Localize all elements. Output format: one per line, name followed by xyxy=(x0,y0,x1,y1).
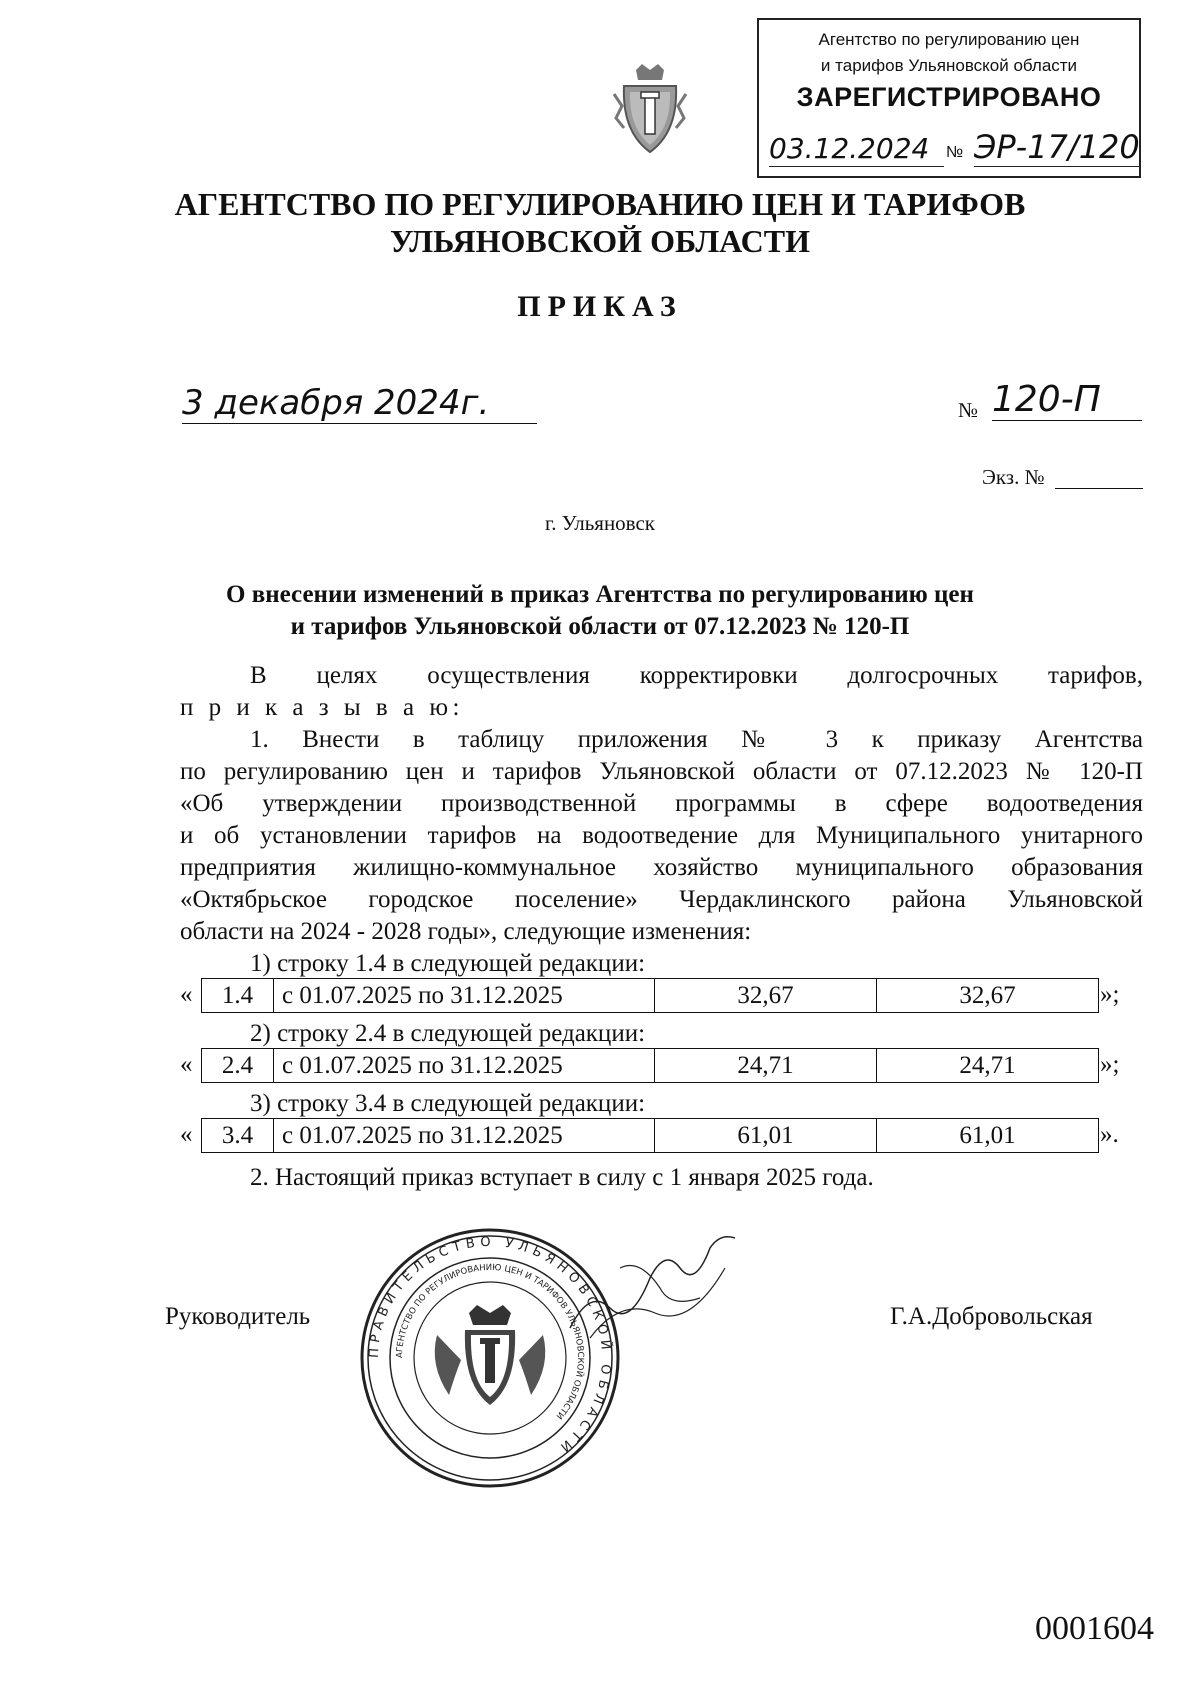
period-cell: с 01.07.2025 по 31.12.2025 xyxy=(274,1049,655,1083)
row-number-cell: 2.4 xyxy=(202,1049,274,1083)
row-1-close-quote: »; xyxy=(1100,981,1120,1008)
order-number-handwritten: 120-П xyxy=(992,380,1142,421)
document-type-title: ПРИКАЗ xyxy=(517,290,683,323)
signatory-name: Г.А.Добровольская xyxy=(890,1303,1093,1330)
period-cell: с 01.07.2025 по 31.12.2025 xyxy=(274,979,655,1013)
svg-text:АГЕНТСТВО ПО РЕГУЛИРОВАНИЮ ЦЕН: АГЕНТСТВО ПО РЕГУЛИРОВАНИЮ ЦЕН И ТАРИФОВ УЛЬЯНОВСКОЙ ОБЛАСТИ xyxy=(394,1262,586,1421)
tariff-value-cell: 61,01 xyxy=(655,1119,877,1153)
table-row xyxy=(202,1049,1099,1083)
stamp-agency-line1: Агентство по регулированию цен xyxy=(818,30,1080,49)
row-3-open-quote: « xyxy=(180,1121,193,1148)
intro-directive: п р и к а з ы в а ю: xyxy=(180,694,464,721)
paragraph-1-line3: «Об утверждении производственной программы в сфере водоотведения xyxy=(180,790,1143,817)
subject-line1: О внесении изменений в приказ Агентства по регулированию цен xyxy=(226,581,974,608)
tariff-value-cell: 61,01 xyxy=(877,1119,1099,1153)
coat-of-arms-emblem xyxy=(612,62,688,157)
table-row xyxy=(202,1119,1099,1153)
tariff-value-cell: 24,71 xyxy=(655,1049,877,1083)
signatory-role: Руководитель xyxy=(165,1303,311,1330)
tariff-row-table-3 xyxy=(201,1118,1099,1153)
registration-stamp xyxy=(757,18,1141,178)
stamp-agency-line2: и тарифов Ульяновской области xyxy=(820,56,1078,75)
tariff-row-table-2 xyxy=(201,1048,1099,1083)
intro-line1: В целях осуществления корректировки долгосрочных тарифов, xyxy=(250,662,1143,689)
table-row xyxy=(202,979,1099,1013)
city-line: г. Ульяновск xyxy=(544,511,655,535)
stamp-status: ЗАРЕГИСТРИРОВАНО xyxy=(796,82,1102,112)
document-serial-number: 0001604 xyxy=(1035,1610,1154,1647)
order-number-label: № xyxy=(958,398,979,422)
subject-line2: и тарифов Ульяновской области от 07.12.2023 № 120-П xyxy=(290,613,910,640)
paragraph-1-line6: «Октябрьское городское поселение» Чердаклинского района Ульяновской xyxy=(180,886,1143,913)
tariff-row-table-1 xyxy=(201,978,1099,1013)
paragraph-1-line4: и об установлении тарифов на водоотведение для Муниципального унитарного xyxy=(180,822,1143,849)
row-1-open-quote: « xyxy=(180,981,193,1008)
paragraph-1-line2: по регулированию цен и тарифов Ульяновской области от 07.12.2023 № 120-П xyxy=(180,758,1143,785)
copy-number-blank xyxy=(1055,488,1143,489)
row-number-cell: 3.4 xyxy=(202,1119,274,1153)
subitem-1-label: 1) строку 1.4 в следующей редакции: xyxy=(250,950,646,977)
paragraph-2: 2. Настоящий приказ вступает в силу с 1 января 2025 года. xyxy=(250,1164,874,1191)
paragraph-1-line1: 1. Внести в таблицу приложения № 3 к приказу Агентства xyxy=(250,726,1143,753)
agency-title-line1: АГЕНТСТВО ПО РЕГУЛИРОВАНИЮ ЦЕН И ТАРИФОВ xyxy=(174,186,1026,222)
row-2-open-quote: « xyxy=(180,1051,193,1078)
svg-text:ПРАВИТЕЛЬСТВО УЛЬЯНОВСКОЙ ОБЛА: ПРАВИТЕЛЬСТВО УЛЬЯНОВСКОЙ ОБЛАСТИ xyxy=(366,1234,614,1458)
order-date-handwritten: 3 декабря 2024г. xyxy=(182,383,537,424)
tariff-value-cell: 32,67 xyxy=(877,979,1099,1013)
row-2-close-quote: »; xyxy=(1100,1051,1120,1078)
paragraph-1-line7: области на 2024 - 2028 годы», следующие изменения: xyxy=(180,918,752,945)
period-cell: с 01.07.2025 по 31.12.2025 xyxy=(274,1119,655,1153)
agency-title-line2: УЛЬЯНОВСКОЙ ОБЛАСТИ xyxy=(389,223,811,259)
subitem-3-label: 3) строку 3.4 в следующей редакции: xyxy=(250,1090,646,1117)
tariff-value-cell: 24,71 xyxy=(877,1049,1099,1083)
stamp-date: 03.12.2024 xyxy=(769,132,944,167)
paragraph-1-line5: предприятия жилищно-коммунальное хозяйство муниципального образования xyxy=(180,854,1143,881)
stamp-number-label: № xyxy=(946,144,964,161)
handwritten-signature xyxy=(560,1228,740,1348)
stamp-number: ЭР-17/120 xyxy=(974,128,1140,166)
tariff-value-cell: 32,67 xyxy=(655,979,877,1013)
row-3-close-quote: ». xyxy=(1100,1121,1119,1148)
row-number-cell: 1.4 xyxy=(202,979,274,1013)
subitem-2-label: 2) строку 2.4 в следующей редакции: xyxy=(250,1020,646,1047)
copy-number-label: Экз. № xyxy=(982,465,1045,489)
